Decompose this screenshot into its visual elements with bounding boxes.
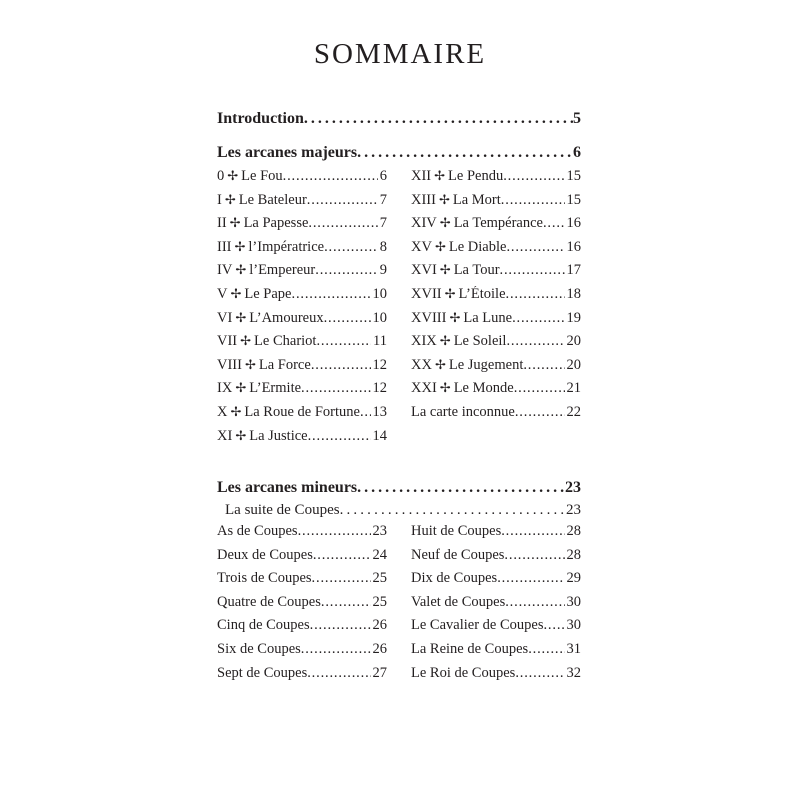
toc-row	[411, 286, 581, 310]
arcane-number: VIII	[217, 356, 242, 373]
arcane-page: 9	[379, 262, 387, 279]
arcane-page: 15	[566, 191, 581, 208]
dot-leader	[307, 192, 378, 209]
arcane-number: IX	[217, 380, 233, 397]
toc-row	[217, 192, 387, 216]
card-name: Huit de Coupes	[411, 523, 502, 539]
dot-leader	[324, 239, 378, 256]
arcane-name: La Tempérance	[453, 215, 543, 232]
dot-leader	[512, 310, 564, 327]
entry-label: Introduction	[217, 110, 304, 127]
arcane-number: XIX	[411, 333, 437, 350]
cross-icon: ✢	[439, 380, 451, 396]
card-page: 25	[372, 570, 387, 587]
cross-icon: ✢	[230, 403, 242, 419]
cross-icon: ✢	[244, 356, 256, 372]
arcane-page: 17	[566, 262, 581, 279]
card-name: Dix de Coupes	[411, 570, 498, 587]
dot-leader	[506, 333, 564, 350]
arcane-page: 11	[373, 333, 387, 350]
cross-icon: ✢	[235, 262, 247, 278]
card-page: 32	[566, 664, 581, 681]
arcane-number: XIII	[411, 191, 436, 208]
toc-row	[217, 428, 387, 452]
dot-leader	[506, 286, 565, 303]
arcane-page: 20	[566, 333, 581, 350]
dot-leader	[504, 547, 564, 564]
dot-leader	[503, 168, 564, 185]
arcane-page: 7	[379, 191, 387, 208]
arcane-page: 20	[566, 356, 581, 373]
entry-page: 23	[566, 502, 581, 518]
dot-leader	[505, 594, 564, 611]
dot-leader	[360, 404, 371, 421]
dot-leader	[311, 357, 371, 374]
toc-row	[217, 617, 387, 641]
toc-row	[217, 523, 387, 547]
arcane-page: 18	[566, 285, 581, 302]
card-name: Sept de Coupes	[217, 664, 308, 681]
entry-label: La suite de Coupes	[225, 502, 340, 518]
arcane-name: La Justice	[249, 427, 308, 444]
toc-row	[411, 333, 581, 357]
arcane-name: Le Jugement	[448, 356, 524, 373]
entry-label: Les arcanes mineurs	[217, 479, 358, 496]
dot-leader	[515, 404, 565, 421]
cross-icon: ✢	[439, 333, 451, 349]
cross-icon: ✢	[235, 380, 247, 396]
dot-leader	[543, 617, 564, 634]
arcane-name: L’Étoile	[458, 285, 506, 302]
arcane-name: l’Impératrice	[248, 238, 325, 255]
arcane-number: XX	[411, 356, 432, 373]
dot-leader	[315, 262, 378, 279]
arcane-name: Le Chariot	[254, 333, 317, 350]
toc-row	[411, 192, 581, 216]
dot-leader	[506, 239, 564, 256]
cross-icon: ✢	[444, 285, 456, 301]
card-page: 30	[566, 617, 581, 634]
toc-row	[217, 380, 387, 404]
toc-row	[217, 404, 387, 428]
toc-row	[217, 665, 387, 689]
arcane-number: XVIII	[411, 309, 447, 326]
dot-leader	[324, 310, 371, 327]
toc-row	[217, 641, 387, 665]
arcane-page: 19	[566, 309, 581, 326]
toc-row	[411, 665, 581, 689]
toc-row	[217, 239, 387, 263]
mineurs-column-left	[217, 523, 387, 688]
arcane-number: XII	[411, 168, 432, 184]
card-page: 31	[566, 640, 581, 657]
toc-row	[411, 380, 581, 404]
card-name: Six de Coupes	[217, 640, 301, 657]
toc-row	[411, 594, 581, 618]
dot-leader	[307, 665, 370, 682]
toc-row	[411, 570, 581, 594]
toc-row	[217, 547, 387, 571]
dot-leader	[310, 617, 371, 634]
arcane-name: Le Fou	[241, 168, 283, 184]
toc-row	[217, 357, 387, 381]
dot-leader	[312, 570, 371, 587]
arcane-name: l’Empereur	[249, 262, 316, 279]
arcane-number: V	[217, 285, 228, 302]
arcane-number: III	[217, 238, 232, 255]
cross-icon: ✢	[234, 238, 246, 254]
arcane-number: XVI	[411, 262, 437, 279]
arcane-page: 22	[566, 403, 581, 420]
arcane-name: La Lune	[463, 309, 513, 326]
toc-entry-introduction	[217, 110, 581, 128]
cross-icon: ✢	[434, 238, 446, 254]
dot-leader	[523, 357, 564, 374]
arcane-number: I	[217, 191, 222, 208]
arcane-page: 15	[566, 168, 581, 184]
dot-leader	[301, 641, 371, 658]
arcane-name: La Force	[258, 356, 311, 373]
majeurs-list	[217, 168, 581, 451]
cross-icon: ✢	[434, 356, 446, 372]
toc-row	[411, 310, 581, 334]
arcane-number: XXI	[411, 380, 437, 397]
arcane-page: 7	[379, 215, 387, 232]
toc-row	[217, 215, 387, 239]
dot-leader	[497, 570, 564, 587]
card-page: 23	[372, 523, 387, 539]
arcane-number: VII	[217, 333, 238, 350]
dot-leader	[308, 215, 377, 232]
toc-row	[411, 215, 581, 239]
cross-icon: ✢	[230, 285, 242, 301]
arcane-page: 21	[566, 380, 581, 397]
card-page: 24	[372, 546, 387, 563]
card-name: Trois de Coupes	[217, 570, 312, 587]
cross-icon: ✢	[235, 309, 247, 325]
dot-leader	[304, 110, 573, 128]
toc-row	[411, 168, 581, 192]
arcane-name: Le Bateleur	[238, 191, 307, 208]
toc-row	[217, 333, 387, 357]
arcane-name: La Papesse	[243, 215, 309, 232]
dot-leader	[501, 192, 565, 209]
dot-leader	[340, 502, 566, 519]
dot-leader	[357, 144, 573, 162]
arcane-name: L’Amoureux	[249, 309, 324, 326]
entry-label: Les arcanes majeurs	[217, 144, 358, 161]
dot-leader	[543, 215, 565, 232]
mineurs-list	[217, 523, 581, 688]
dot-leader	[501, 523, 564, 540]
toc-row	[217, 310, 387, 334]
arcane-page: 12	[372, 356, 387, 373]
card-page: 26	[372, 640, 387, 657]
majeurs-column-right	[411, 168, 581, 451]
dot-leader	[316, 333, 371, 350]
card-name: Quatre de Coupes	[217, 593, 321, 610]
arcane-page: 12	[372, 380, 387, 397]
dot-leader	[515, 665, 564, 682]
toc-entry-suite-coupes	[217, 502, 581, 519]
arcane-page: 13	[372, 403, 387, 420]
arcane-page: 14	[372, 427, 387, 444]
dot-leader	[500, 262, 565, 279]
arcane-page: 8	[379, 238, 387, 255]
toc-row	[411, 523, 581, 547]
toc-row	[411, 262, 581, 286]
card-page: 29	[566, 570, 581, 587]
dot-leader	[292, 286, 371, 303]
arcane-number: XI	[217, 427, 233, 444]
card-name: Le Cavalier de Coupes	[411, 617, 544, 634]
arcane-number: X	[217, 403, 228, 420]
toc-row	[217, 286, 387, 310]
arcane-name: Le Diable	[448, 238, 507, 255]
toc-row	[411, 404, 581, 428]
card-name: La Reine de Coupes	[411, 640, 529, 657]
arcane-page: 10	[372, 309, 387, 326]
cross-icon: ✢	[227, 168, 239, 183]
entry-page: 6	[573, 144, 581, 161]
card-name: As de Coupes	[217, 523, 298, 539]
dot-leader	[298, 523, 371, 540]
card-name: Le Roi de Coupes	[411, 664, 516, 681]
toc-row	[411, 641, 581, 665]
arcane-name: La Mort	[452, 191, 501, 208]
toc-entry-arcanes-majeurs	[217, 144, 581, 162]
card-page: 25	[372, 593, 387, 610]
arcane-page: 10	[372, 285, 387, 302]
cross-icon: ✢	[439, 215, 451, 231]
page-title: SOMMAIRE	[313, 38, 487, 70]
toc-row	[411, 547, 581, 571]
cross-icon: ✢	[224, 191, 236, 207]
mineurs-column-right	[411, 523, 581, 688]
arcane-name: La carte inconnue	[411, 403, 515, 420]
arcane-name: Le Pape	[244, 285, 292, 302]
dot-leader	[283, 168, 378, 185]
dot-leader	[313, 547, 371, 564]
cross-icon: ✢	[229, 215, 241, 231]
arcane-name: Le Pendu	[448, 168, 504, 184]
arcane-number: 0	[217, 168, 225, 184]
card-page: 28	[566, 523, 581, 539]
cross-icon: ✢	[438, 191, 450, 207]
arcane-name: Le Monde	[453, 380, 514, 397]
entry-page: 23	[565, 479, 581, 496]
card-name: Deux de Coupes	[217, 546, 313, 563]
entry-page: 5	[573, 110, 581, 127]
majeurs-column-left	[217, 168, 387, 451]
arcane-page: 6	[379, 168, 387, 184]
arcane-number: IV	[217, 262, 233, 279]
card-name: Cinq de Coupes	[217, 617, 310, 634]
toc-row	[217, 594, 387, 618]
card-name: Neuf de Coupes	[411, 546, 505, 563]
cross-icon: ✢	[449, 309, 461, 325]
card-page: 28	[566, 546, 581, 563]
cross-icon: ✢	[240, 333, 252, 349]
dot-leader	[514, 380, 565, 397]
toc-row	[217, 262, 387, 286]
dot-leader	[301, 380, 370, 397]
toc-row	[411, 617, 581, 641]
dot-leader	[321, 594, 371, 611]
card-page: 30	[566, 593, 581, 610]
arcane-page: 16	[566, 215, 581, 232]
arcane-number: II	[217, 215, 227, 232]
dot-leader	[357, 479, 565, 497]
arcane-name: La Roue de Fortune	[244, 403, 360, 420]
dot-leader	[528, 641, 564, 658]
card-page: 26	[372, 617, 387, 634]
arcane-page: 16	[566, 238, 581, 255]
cross-icon: ✢	[235, 427, 247, 443]
toc-row	[217, 168, 387, 192]
arcane-name: Le Soleil	[453, 333, 507, 350]
arcane-number: XV	[411, 238, 432, 255]
arcane-number: VI	[217, 309, 233, 326]
toc-row	[411, 357, 581, 381]
toc-row	[411, 239, 581, 263]
arcane-number: XIV	[411, 215, 437, 232]
arcane-name: La Tour	[453, 262, 500, 279]
toc-row	[217, 570, 387, 594]
cross-icon: ✢	[434, 168, 446, 183]
arcane-name: L’Ermite	[249, 380, 302, 397]
cross-icon: ✢	[439, 262, 451, 278]
card-page: 27	[372, 664, 387, 681]
toc-entry-arcanes-mineurs	[217, 479, 581, 497]
dot-leader	[308, 428, 371, 445]
arcane-number: XVII	[411, 285, 442, 302]
card-name: Valet de Coupes	[411, 593, 506, 610]
